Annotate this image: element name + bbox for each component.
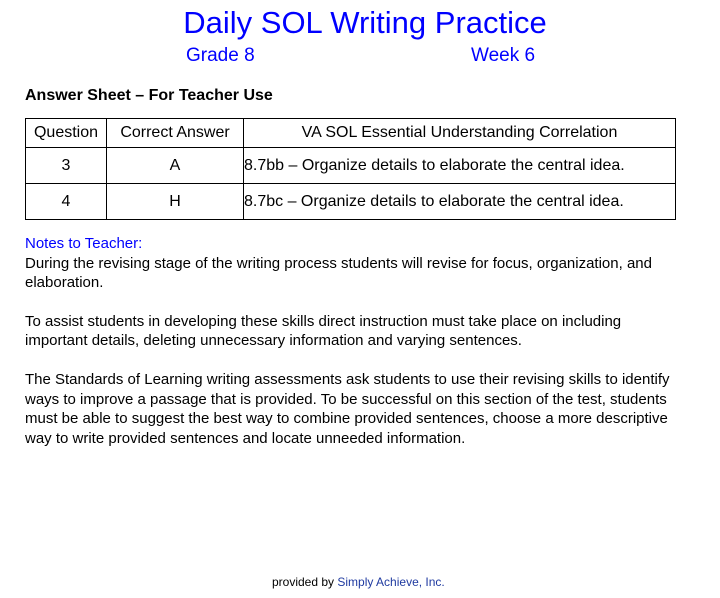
table-row bbox=[26, 148, 676, 184]
answer-table bbox=[25, 118, 676, 220]
notes-paragraph: The Standards of Learning writing assessments ask students to use their revising skills to identify ways to improve a passage that is provided. To be successful on this section of the test, students must be able to suggest the best way to combine provided sentences, choose a more descriptive way to write provided sentences and locate unneeded information. bbox=[25, 370, 670, 447]
table-header-row bbox=[26, 119, 676, 148]
column-header-question: Question bbox=[26, 119, 107, 148]
notes-paragraph: To assist students in developing these skills direct instruction must take place on including important details, deleting unnecessary information and varying sentences. bbox=[25, 312, 622, 350]
column-header-correlation: VA SOL Essential Understanding Correlation bbox=[244, 119, 676, 148]
grade-label: Grade 8 bbox=[186, 45, 255, 66]
notes-paragraph bbox=[25, 234, 685, 293]
notes-label: Notes to Teacher: bbox=[25, 235, 143, 252]
column-header-correct-answer: Correct Answer bbox=[107, 119, 244, 148]
footer-credit bbox=[272, 574, 445, 590]
footer-prefix: provided by bbox=[272, 575, 338, 589]
page-title: Daily SOL Writing Practice bbox=[183, 5, 547, 40]
correct-answer-cell: H bbox=[107, 184, 244, 220]
correlation-cell: 8.7bb – Organize details to elaborate the central idea. bbox=[244, 148, 676, 184]
correlation-cell: 8.7bc – Organize details to elaborate the central idea. bbox=[244, 184, 676, 220]
teacher-notes bbox=[25, 234, 685, 467]
correct-answer-cell: A bbox=[107, 148, 244, 184]
question-number-cell: 3 bbox=[26, 148, 107, 184]
answer-sheet-heading: Answer Sheet – For Teacher Use bbox=[25, 87, 273, 104]
footer-brand: Simply Achieve, Inc. bbox=[337, 575, 445, 589]
week-label: Week 6 bbox=[471, 45, 536, 66]
table-row bbox=[26, 184, 676, 220]
notes-text: During the revising stage of the writing process students will revise for focus, organization, and elaboration. bbox=[25, 254, 652, 292]
question-number-cell: 4 bbox=[26, 184, 107, 220]
